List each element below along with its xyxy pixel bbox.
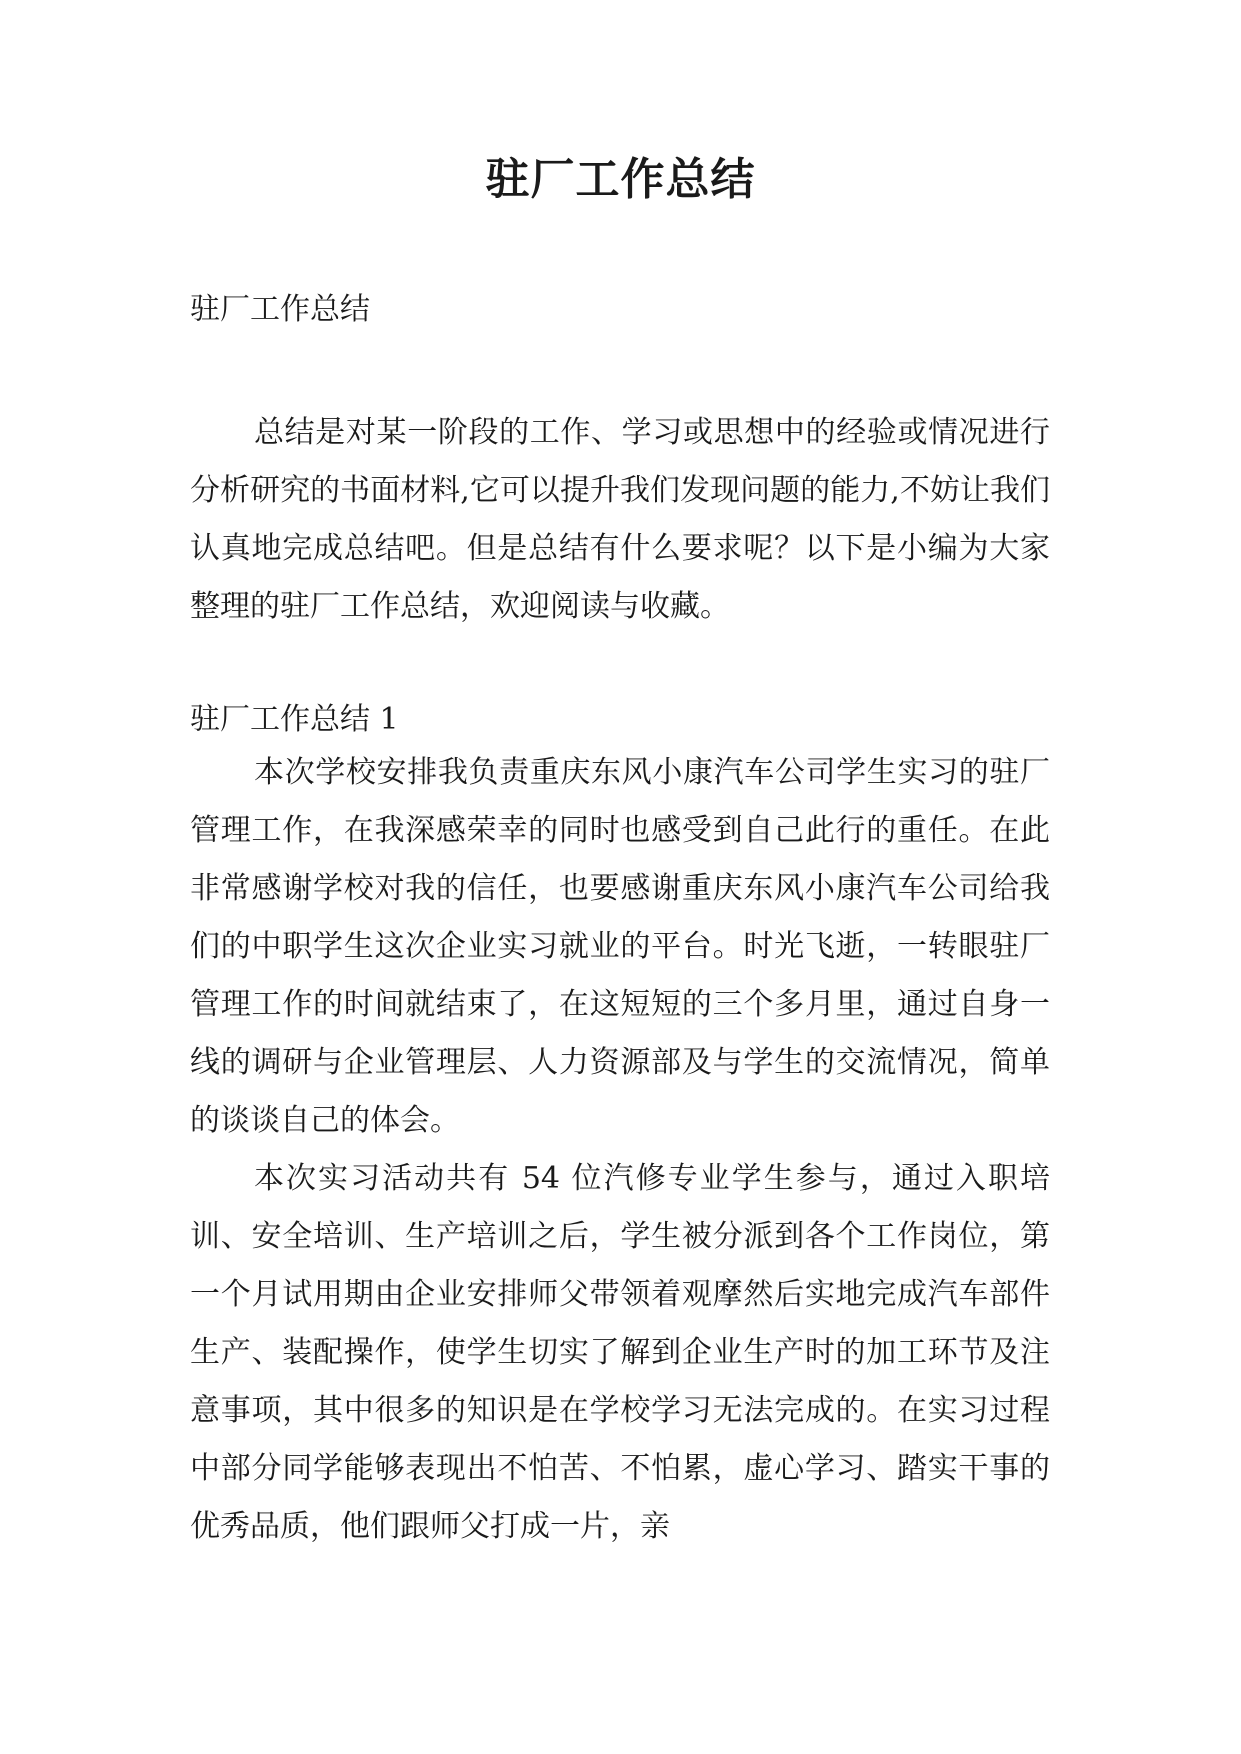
document-subtitle: 驻厂工作总结 <box>190 292 370 327</box>
intro-paragraph: 总结是对某一阶段的工作、学习或思想中的经验或情况进行分析研究的书面材料,它可以提升我们发现问题的能力,不妨让我们认真地完成总结吧。但是总结有什么要求呢？以下是小编为大家整理的驻厂工作总结，欢迎阅读与收藏。 <box>190 415 1050 624</box>
section-heading: 驻厂工作总结 1 <box>190 702 399 737</box>
document-title: 驻厂工作总结 <box>485 154 756 205</box>
body-paragraph-1: 本次学校安排我负责重庆东风小康汽车公司学生实习的驻厂管理工作，在我深感荣幸的同时也感受到自己此行的重任。在此非常感谢学校对我的信任，也要感谢重庆东风小康汽车公司给我们的中职学生这次企业实习就业的平台。时光飞逝，一转眼驻厂管理工作的时间就结束了，在这短短的三个多月里，通过自身一线的调研与企业管理层、人力资源部及与学生的交流情况，简单的谈谈自己的体会。 <box>190 755 1050 1138</box>
body-paragraph-2: 本次实习活动共有 54 位汽修专业学生参与，通过入职培训、安全培训、生产培训之后，学生被分派到各个工作岗位，第一个月试用期由企业安排师父带领着观摩然后实地完成汽车部件生产、装配操作，使学生切实了解到企业生产时的加工环节及注意事项，其中很多的知识是在学校学习无法完成的。在实习过程中部分同学能够表现出不怕苦、不怕累，虚心学习、踏实干事的优秀品质，他们跟师父打成一片，亲 <box>190 1161 1050 1544</box>
